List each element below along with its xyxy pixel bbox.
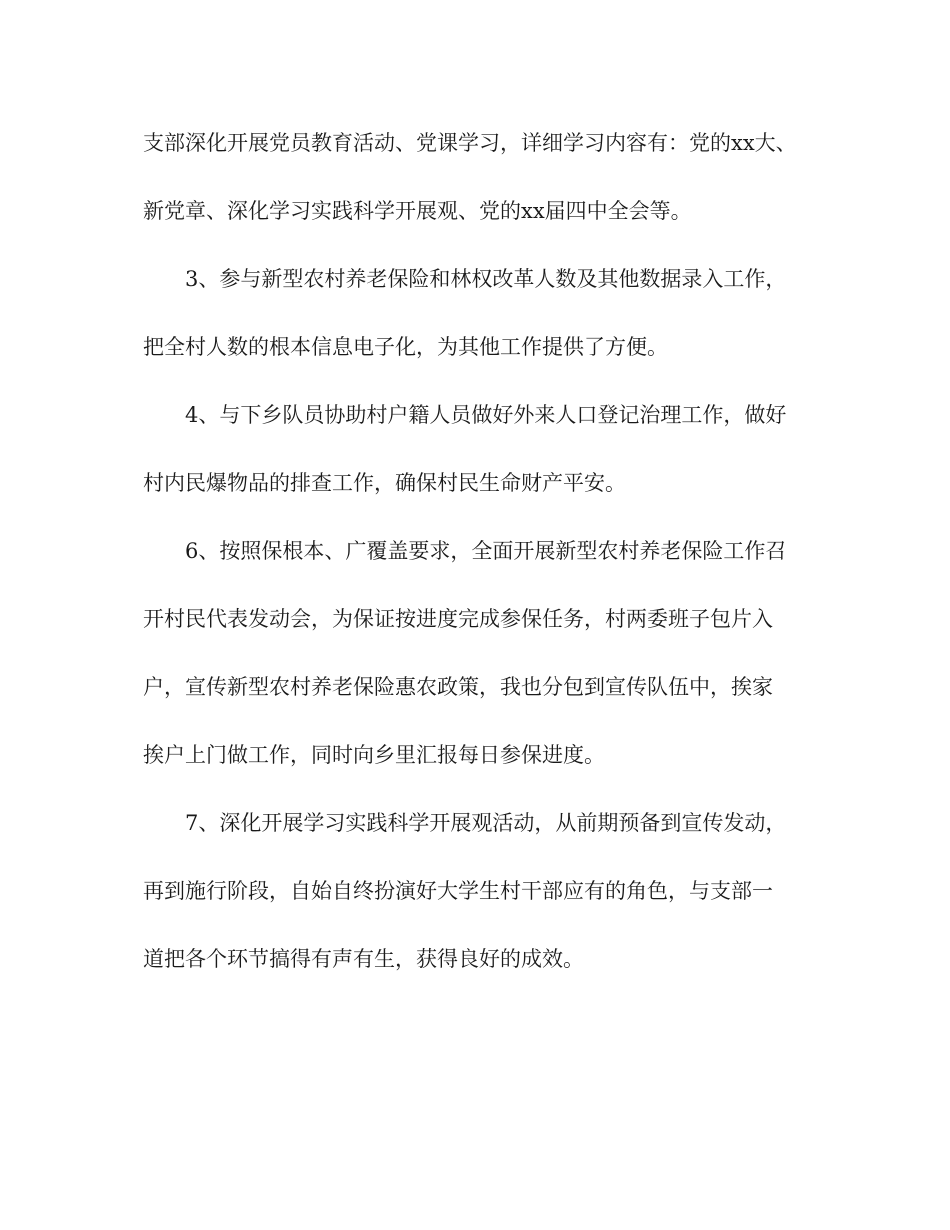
text-line: 户，宣传新型农村养老保险惠农政策，我也分包到宣传队伍中，挨家 — [143, 675, 773, 699]
text-line: 把全村人数的根本信息电子化，为其他工作提供了方便。 — [143, 335, 668, 359]
text-line: 村内民爆物品的排查工作，确保村民生命财产平安。 — [143, 471, 626, 495]
text-line: 新党章、深化学习实践科学开展观、党的xx届四中全会等。 — [143, 199, 692, 223]
text-line: 再到施行阶段，自始自终扮演好大学生村干部应有的角色，与支部一 — [143, 879, 773, 903]
paragraph-start-line: 7、深化开展学习实践科学开展观活动，从前期预备到宣传发动， — [185, 811, 787, 835]
paragraph-start-line: 6、按照保根本、广覆盖要求，全面开展新型农村养老保险工作召 — [185, 539, 787, 563]
text-line: 挨户上门做工作，同时向乡里汇报每日参保进度。 — [143, 743, 605, 767]
text-line: 道把各个环节搞得有声有生，获得良好的成效。 — [143, 947, 584, 971]
paragraph-start-line: 3、参与新型农村养老保险和林权改革人数及其他数据录入工作， — [185, 267, 787, 291]
paragraph-start-line: 4、与下乡队员协助村户籍人员做好外来人口登记治理工作，做好 — [185, 403, 787, 427]
text-line: 支部深化开展党员教育活动、党课学习，详细学习内容有：党的xx大、 — [143, 131, 797, 155]
text-line: 开村民代表发动会，为保证按进度完成参保任务，村两委班子包片入 — [143, 607, 773, 631]
